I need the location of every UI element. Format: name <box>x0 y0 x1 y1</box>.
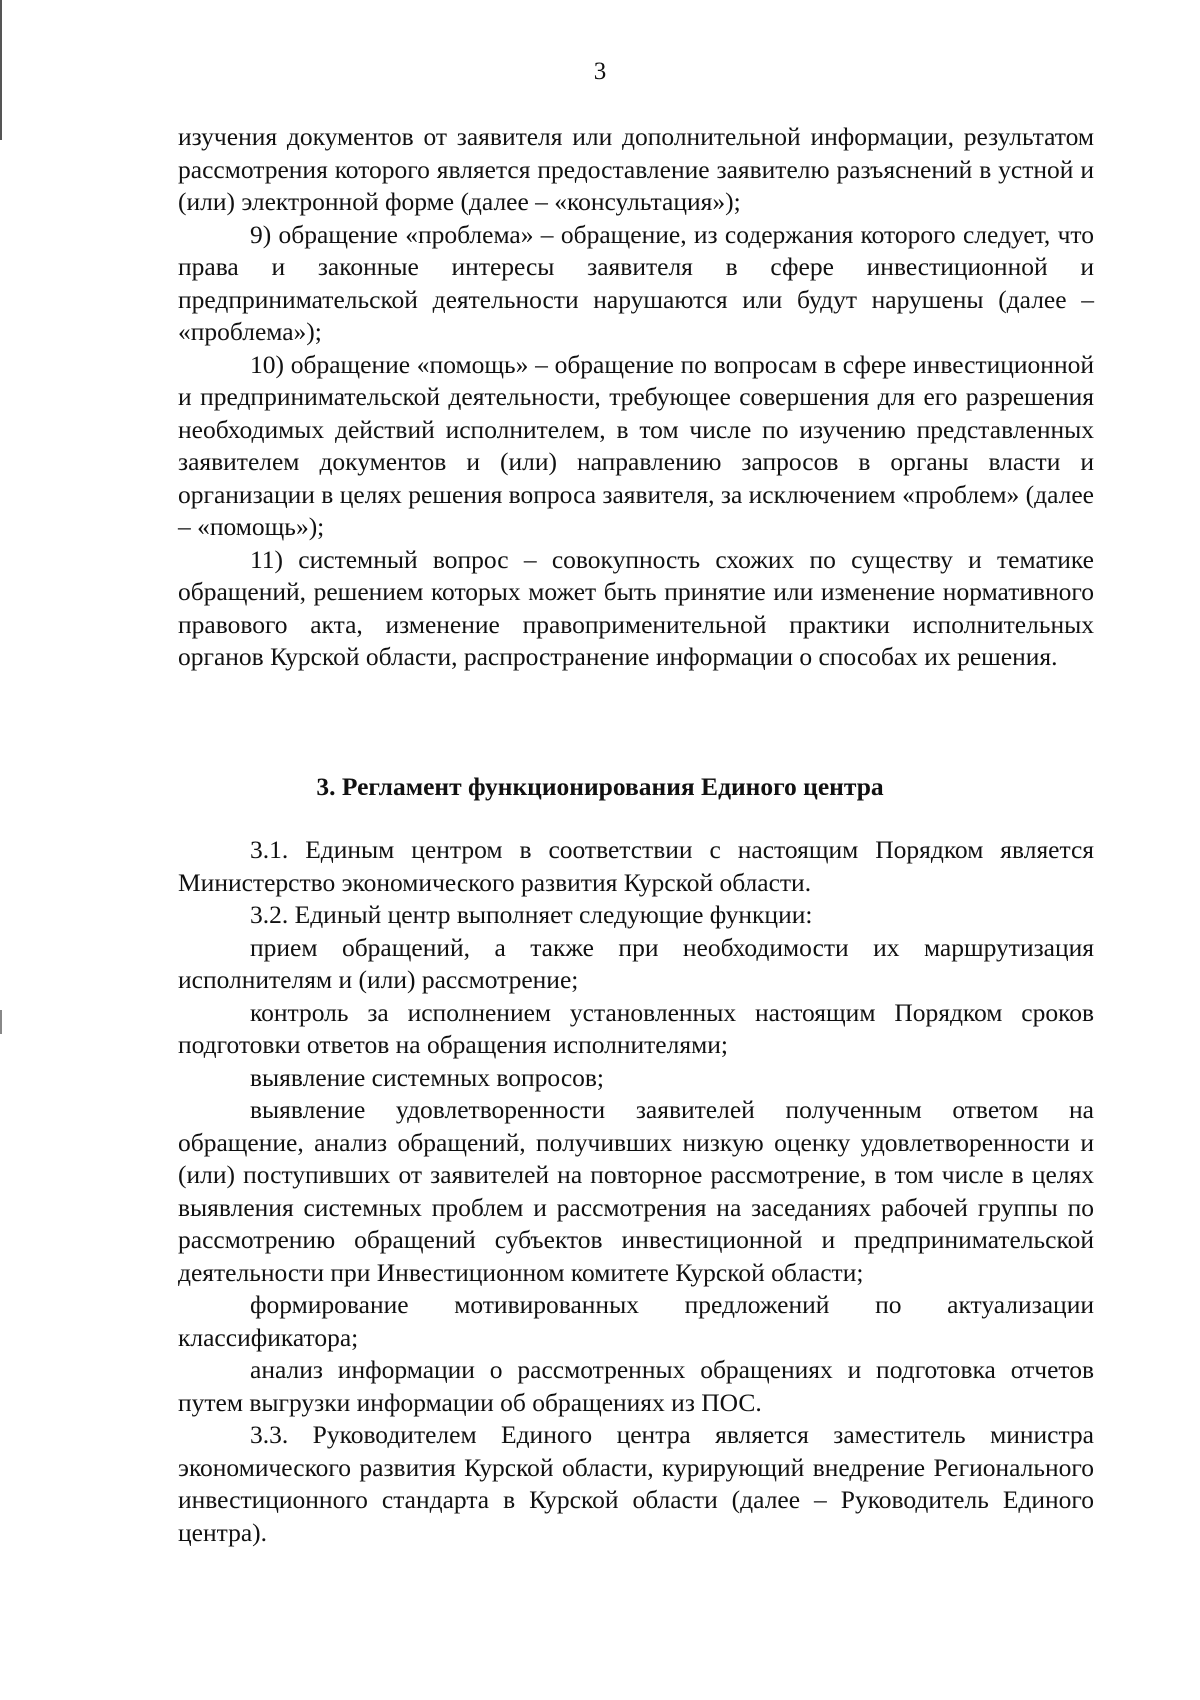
paragraph: выявление системных вопросов; <box>250 1062 605 1092</box>
paragraph: 11) системный вопрос – совокупность схожих по существу и тематике обращений, решением которых может быть принятие или изменение нормативного правового акта, изменение правоприменительной практики исполнительных органов Курской области, распространение информации о способах их решения. <box>178 544 1094 671</box>
definitions-continued <box>178 121 1094 674</box>
paragraph: 3.1. Единым центром в соответствии с настоящим Порядком является Министерство экономического развития Курской области. <box>178 835 1094 897</box>
section-3-body <box>178 834 1094 1549</box>
section-heading: 3. Регламент функционирования Единого центра <box>316 772 884 801</box>
paragraph: изучения документов от заявителя или дополнительной информации, результатом рассмотрения которого является предоставление заявителю разъяснений в устной и (или) электронной форме (далее – «консультация»); <box>178 122 1094 216</box>
paragraph: выявление удовлетворенности заявителей полученным ответом на обращение, анализ обращений, получивших низкую оценку удовлетворенности и (или) поступивших от заявителей на повторное рассмотрение, в том числе в целях выявления системных проблем и рассмотрения на заседаниях рабочей группы по рассмотрению обращений субъектов инвестиционной и предпринимательской деятельности при Инвестиционном комитете Курской области; <box>178 1095 1094 1287</box>
paragraph: анализ информации о рассмотренных обращениях и подготовка отчетов путем выгрузки информации об обращениях из ПОС. <box>178 1355 1094 1417</box>
paragraph: 10) обращение «помощь» – обращение по вопросам в сфере инвестиционной и предпринимательской деятельности, требующее совершения для его разрешения необходимых действий исполнителем, в том числе по изучению представленных заявителем документов и (или) направлению запросов в органы власти и организации в целях решения вопроса заявителя, за исключением «проблем» (далее – «помощь»); <box>178 349 1094 541</box>
paragraph: формирование мотивированных предложений по актуализации классификатора; <box>178 1290 1094 1352</box>
paragraph: 9) обращение «проблема» – обращение, из содержания которого следует, что права и законные интересы заявителя в сфере инвестиционной и предпринимательской деятельности нарушаются или будут нарушены (далее – «проблема»); <box>178 219 1094 346</box>
paragraph: 3.2. Единый центр выполняет следующие функции: <box>250 900 813 929</box>
paragraph: прием обращений, а также при необходимости их маршрутизация исполнителям и (или) рассмотрение; <box>178 932 1094 994</box>
paragraph: контроль за исполнением установленных настоящим Порядком сроков подготовки ответов на обращения исполнителями; <box>178 997 1094 1059</box>
paragraph: 3.3. Руководителем Единого центра является заместитель министра экономического развития Курской области, курирующий внедрение Регионального инвестиционного стандарта в Курской области (далее – Руководитель Единого центра). <box>178 1420 1094 1547</box>
scan-edge-mark <box>0 1010 2 1034</box>
page-number: 3 <box>593 58 607 85</box>
